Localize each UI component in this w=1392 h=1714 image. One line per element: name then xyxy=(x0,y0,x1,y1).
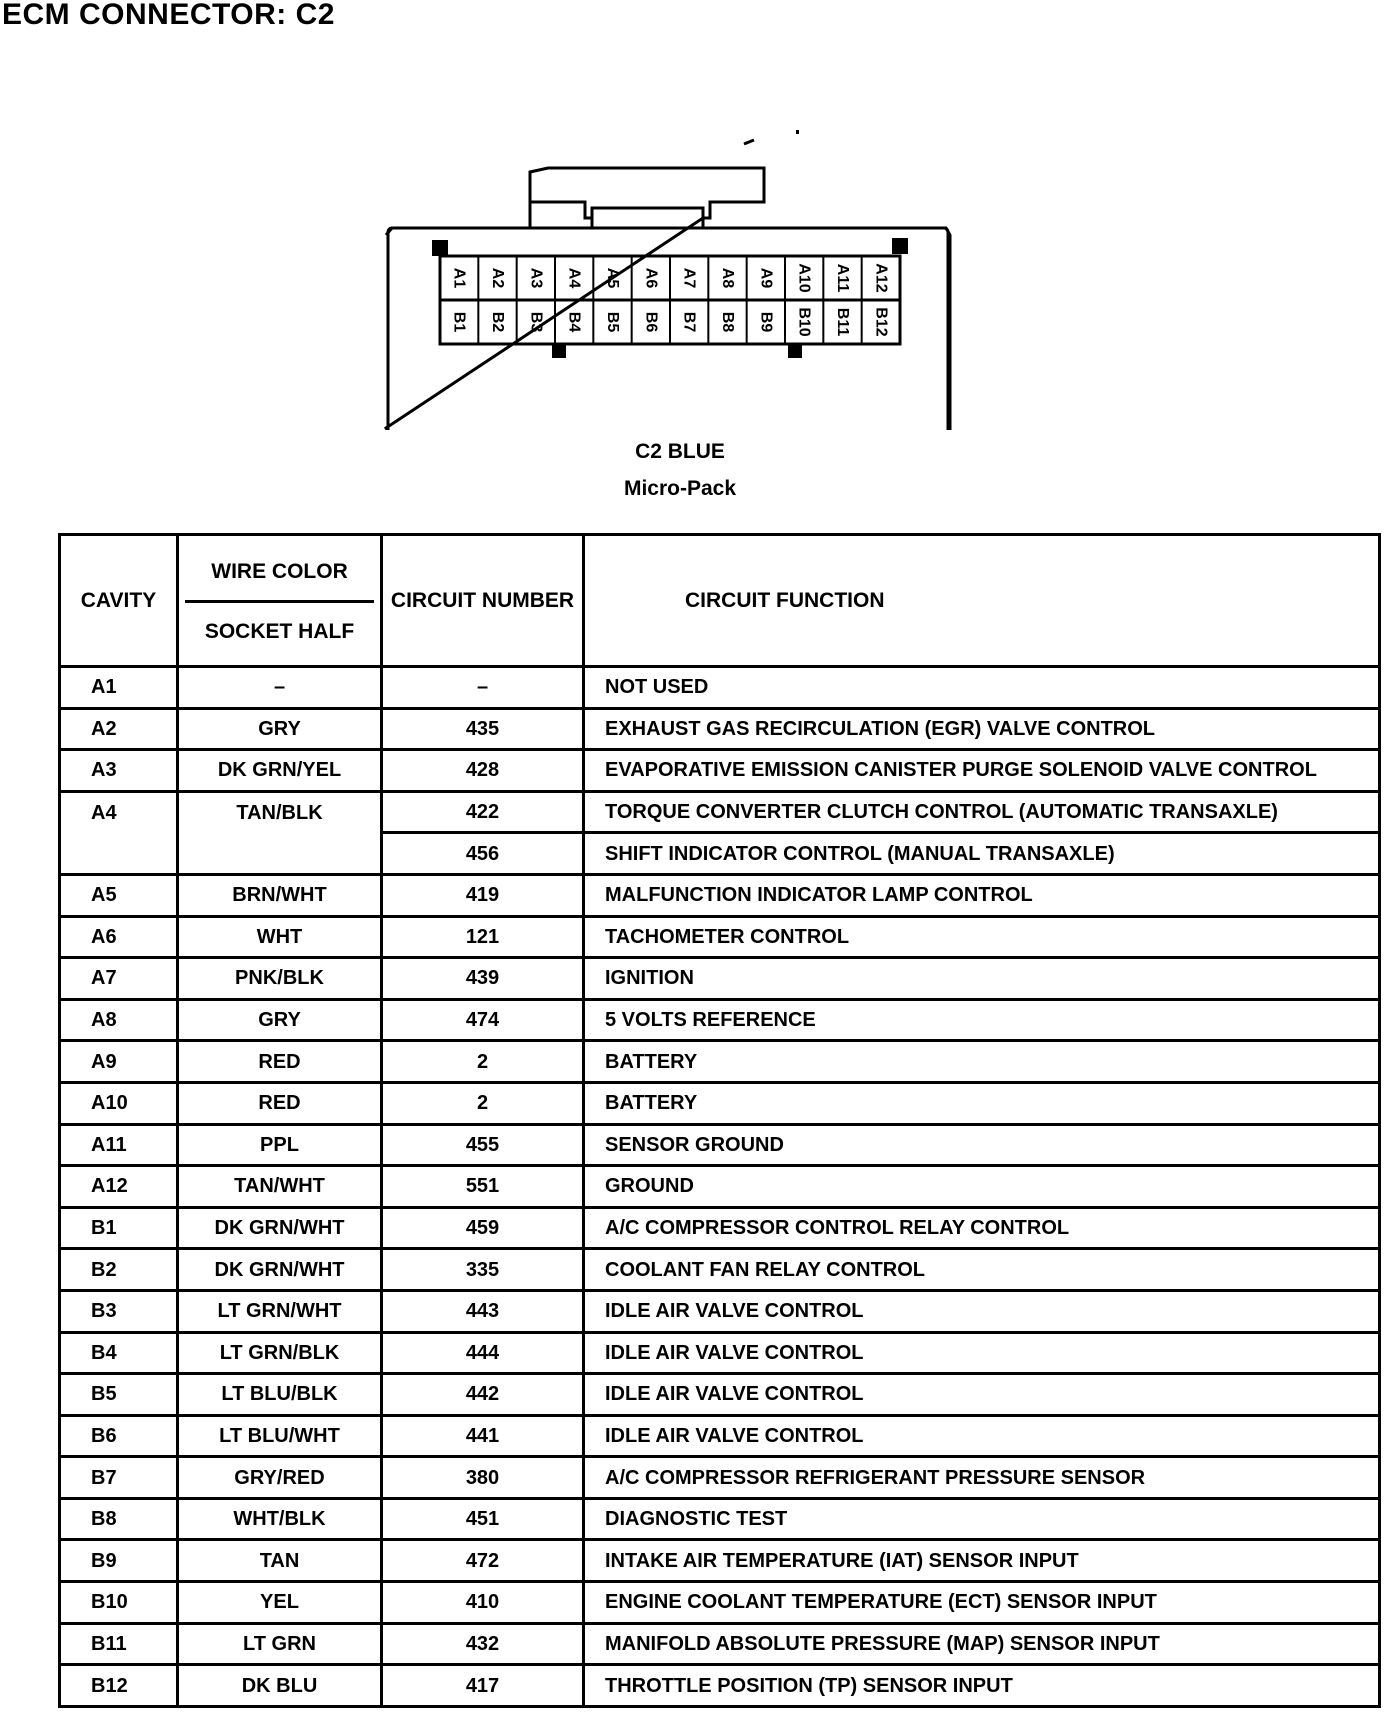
table-row xyxy=(60,708,1380,750)
circuit-number-cell: 459 xyxy=(382,1207,584,1249)
wire-color-cell: PNK/BLK xyxy=(178,958,382,1000)
pin-label: A11 xyxy=(834,263,851,293)
wire-color-cell: BRN/WHT xyxy=(178,874,382,916)
cavity-cell: B10 xyxy=(60,1582,178,1624)
circuit-function-cell: BATTERY xyxy=(584,1041,1380,1083)
wire-color-cell: WHT/BLK xyxy=(178,1498,382,1540)
cavity-cell: A12 xyxy=(60,1166,178,1208)
wire-color-cell: TAN/BLK xyxy=(178,791,382,874)
key-mark-left xyxy=(432,240,448,256)
cavity-cell: B7 xyxy=(60,1457,178,1499)
circuit-function-cell: IDLE AIR VALVE CONTROL xyxy=(584,1374,1380,1416)
table-row xyxy=(60,1041,1380,1083)
pin-label: A12 xyxy=(872,263,890,293)
circuit-number-cell: 335 xyxy=(382,1249,584,1291)
circuit-number-cell: 474 xyxy=(382,999,584,1041)
circuit-function-cell: THROTTLE POSITION (TP) SENSOR INPUT xyxy=(584,1665,1380,1707)
pin-label: B8 xyxy=(719,311,736,333)
table-row xyxy=(60,1082,1380,1124)
cavity-cell: B2 xyxy=(60,1249,178,1291)
circuit-number-cell: 2 xyxy=(382,1082,584,1124)
wire-color-cell: DK GRN/WHT xyxy=(178,1249,382,1291)
circuit-number-cell: 380 xyxy=(382,1457,584,1499)
table-row xyxy=(60,1124,1380,1166)
pin-label: B3 xyxy=(527,311,545,333)
pin-label: A3 xyxy=(527,267,545,289)
circuit-number-cell: 551 xyxy=(382,1166,584,1208)
wire-color-cell: TAN/WHT xyxy=(178,1166,382,1208)
cavity-cell: B5 xyxy=(60,1374,178,1416)
pin-label: B4 xyxy=(565,311,583,333)
table-row xyxy=(60,1582,1380,1624)
cavity-cell: A6 xyxy=(60,916,178,958)
cavity-cell: A11 xyxy=(60,1124,178,1166)
cavity-cell: B4 xyxy=(60,1332,178,1374)
pin-label: A6 xyxy=(642,267,660,289)
wire-color-cell: WHT xyxy=(178,916,382,958)
cavity-cell: B11 xyxy=(60,1623,178,1665)
circuit-number-cell: 444 xyxy=(382,1332,584,1374)
cavity-cell: B1 xyxy=(60,1207,178,1249)
cavity-cell: A10 xyxy=(60,1082,178,1124)
cavity-cell: A5 xyxy=(60,874,178,916)
wire-color-cell: GRY xyxy=(178,999,382,1041)
circuit-function-cell: IDLE AIR VALVE CONTROL xyxy=(584,1415,1380,1457)
pin-label: A10 xyxy=(795,263,813,293)
circuit-number-cell: 439 xyxy=(382,958,584,1000)
wire-color-cell: YEL xyxy=(178,1582,382,1624)
table-row xyxy=(60,750,1380,792)
table-row xyxy=(60,916,1380,958)
connector-drawing xyxy=(360,130,1000,430)
key-mark-bottom-right xyxy=(788,344,802,358)
cavity-cell: B3 xyxy=(60,1290,178,1332)
pin-label: A5 xyxy=(604,267,621,289)
pin-label: A2 xyxy=(489,267,506,289)
circuit-number-cell: 422 xyxy=(382,791,584,833)
pin-label: A9 xyxy=(757,267,775,289)
pin-label: B12 xyxy=(872,307,890,337)
key-mark-right xyxy=(892,238,908,254)
circuit-number-cell: 435 xyxy=(382,708,584,750)
cavity-cell: B9 xyxy=(60,1540,178,1582)
circuit-function-cell: COOLANT FAN RELAY CONTROL xyxy=(584,1249,1380,1291)
pin-label: A8 xyxy=(719,267,736,289)
pin-label: B2 xyxy=(489,311,506,333)
circuit-function-cell: SENSOR GROUND xyxy=(584,1124,1380,1166)
pin-label: B10 xyxy=(795,307,813,337)
circuit-function-cell: A/C COMPRESSOR CONTROL RELAY CONTROL xyxy=(584,1207,1380,1249)
circuit-function-cell: BATTERY xyxy=(584,1082,1380,1124)
connector-shell xyxy=(388,228,948,430)
circuit-number-cell: 417 xyxy=(382,1665,584,1707)
connector-latch xyxy=(530,168,764,218)
wire-color-cell: GRY/RED xyxy=(178,1457,382,1499)
circuit-function-cell: ENGINE COOLANT TEMPERATURE (ECT) SENSOR INPUT xyxy=(584,1582,1380,1624)
table-row xyxy=(60,1332,1380,1374)
header-circuit-number: CIRCUIT NUMBER xyxy=(382,535,584,667)
pinout-table xyxy=(58,533,1381,1708)
pin-label: B7 xyxy=(680,311,698,333)
wire-color-cell: PPL xyxy=(178,1124,382,1166)
wire-color-cell: LT GRN xyxy=(178,1623,382,1665)
table-header-row xyxy=(60,535,1380,667)
circuit-function-cell: 5 VOLTS REFERENCE xyxy=(584,999,1380,1041)
pin-label: B5 xyxy=(604,311,621,333)
circuit-function-cell: NOT USED xyxy=(584,667,1380,709)
table-row xyxy=(60,1374,1380,1416)
table-row xyxy=(60,1623,1380,1665)
wire-color-cell: RED xyxy=(178,1041,382,1083)
circuit-function-cell: A/C COMPRESSOR REFRIGERANT PRESSURE SENSOR xyxy=(584,1457,1380,1499)
circuit-number-cell: – xyxy=(382,667,584,709)
circuit-number-cell: 456 xyxy=(382,833,584,875)
table-row xyxy=(60,1415,1380,1457)
table-row xyxy=(60,791,1380,833)
circuit-function-cell: IGNITION xyxy=(584,958,1380,1000)
wire-color-cell: LT GRN/BLK xyxy=(178,1332,382,1374)
connector-type-caption: Micro-Pack xyxy=(623,477,737,500)
table-row xyxy=(60,1498,1380,1540)
pin-label: B11 xyxy=(834,307,851,337)
table-row xyxy=(60,667,1380,709)
pin-label: A7 xyxy=(680,267,698,289)
page-title: ECM CONNECTOR: C2 xyxy=(2,0,335,31)
cavity-cell: A1 xyxy=(60,667,178,709)
circuit-function-cell: IDLE AIR VALVE CONTROL xyxy=(584,1290,1380,1332)
wire-color-cell: GRY xyxy=(178,708,382,750)
circuit-number-cell: 432 xyxy=(382,1623,584,1665)
circuit-number-cell: 410 xyxy=(382,1582,584,1624)
circuit-number-cell: 121 xyxy=(382,916,584,958)
header-socket-half: SOCKET HALF xyxy=(204,619,355,643)
connector-diagram xyxy=(360,130,1000,430)
wire-color-cell: DK GRN/WHT xyxy=(178,1207,382,1249)
header-wire-color-label: WIRE COLOR xyxy=(185,542,374,603)
cavity-cell: B12 xyxy=(60,1665,178,1707)
header-wire-color xyxy=(178,535,382,667)
cavity-cell: A8 xyxy=(60,999,178,1041)
table-row xyxy=(60,1249,1380,1291)
circuit-function-cell: MANIFOLD ABSOLUTE PRESSURE (MAP) SENSOR INPUT xyxy=(584,1623,1380,1665)
wire-color-cell: LT BLU/BLK xyxy=(178,1374,382,1416)
table-row xyxy=(60,1207,1380,1249)
wire-color-cell: – xyxy=(178,667,382,709)
wire-color-cell: DK BLU xyxy=(178,1665,382,1707)
wire-color-cell: LT BLU/WHT xyxy=(178,1415,382,1457)
circuit-function-cell: EXHAUST GAS RECIRCULATION (EGR) VALVE CONTROL xyxy=(584,708,1380,750)
circuit-number-cell: 472 xyxy=(382,1540,584,1582)
circuit-number-cell: 451 xyxy=(382,1498,584,1540)
connector-body xyxy=(386,218,950,430)
circuit-function-cell: MALFUNCTION INDICATOR LAMP CONTROL xyxy=(584,874,1380,916)
circuit-function-cell: DIAGNOSTIC TEST xyxy=(584,1498,1380,1540)
pin-label: A1 xyxy=(450,267,468,289)
circuit-number-cell: 428 xyxy=(382,750,584,792)
circuit-function-cell: IDLE AIR VALVE CONTROL xyxy=(584,1332,1380,1374)
circuit-function-cell: TACHOMETER CONTROL xyxy=(584,916,1380,958)
wire-color-cell: DK GRN/YEL xyxy=(178,750,382,792)
circuit-function-cell: EVAPORATIVE EMISSION CANISTER PURGE SOLENOID VALVE CONTROL xyxy=(584,750,1380,792)
table-row xyxy=(60,1290,1380,1332)
wire-color-cell: LT GRN/WHT xyxy=(178,1290,382,1332)
table-row xyxy=(60,999,1380,1041)
table-row xyxy=(60,1457,1380,1499)
pin-label: B6 xyxy=(642,311,660,333)
circuit-number-cell: 441 xyxy=(382,1415,584,1457)
cavity-cell: A2 xyxy=(60,708,178,750)
connector-color-caption: C2 BLUE xyxy=(635,440,725,463)
cavity-cell: A4 xyxy=(60,791,178,874)
cavity-cell: B8 xyxy=(60,1498,178,1540)
key-mark-bottom-left xyxy=(552,344,566,358)
cavity-cell: A3 xyxy=(60,750,178,792)
table-row xyxy=(60,1166,1380,1208)
table-row xyxy=(60,958,1380,1000)
circuit-function-cell: SHIFT INDICATOR CONTROL (MANUAL TRANSAXLE) xyxy=(584,833,1380,875)
cavity-cell: A9 xyxy=(60,1041,178,1083)
circuit-function-cell: TORQUE CONVERTER CLUTCH CONTROL (AUTOMATIC TRANSAXLE) xyxy=(584,791,1380,833)
table-row xyxy=(60,874,1380,916)
circuit-number-cell: 455 xyxy=(382,1124,584,1166)
circuit-number-cell: 2 xyxy=(382,1041,584,1083)
header-cavity: CAVITY xyxy=(60,535,178,667)
table-row xyxy=(60,1540,1380,1582)
table-row xyxy=(60,1665,1380,1707)
wire-color-cell: RED xyxy=(178,1082,382,1124)
pin-label: B1 xyxy=(450,311,468,333)
pin-label: B9 xyxy=(757,311,775,333)
circuit-number-cell: 443 xyxy=(382,1290,584,1332)
circuit-function-cell: INTAKE AIR TEMPERATURE (IAT) SENSOR INPUT xyxy=(584,1540,1380,1582)
circuit-function-cell: GROUND xyxy=(584,1166,1380,1208)
header-circuit-function: CIRCUIT FUNCTION xyxy=(584,535,1380,667)
cavity-cell: B6 xyxy=(60,1415,178,1457)
circuit-number-cell: 419 xyxy=(382,874,584,916)
cavity-cell: A7 xyxy=(60,958,178,1000)
wire-color-cell: TAN xyxy=(178,1540,382,1582)
circuit-number-cell: 442 xyxy=(382,1374,584,1416)
pin-label: A4 xyxy=(565,267,583,289)
